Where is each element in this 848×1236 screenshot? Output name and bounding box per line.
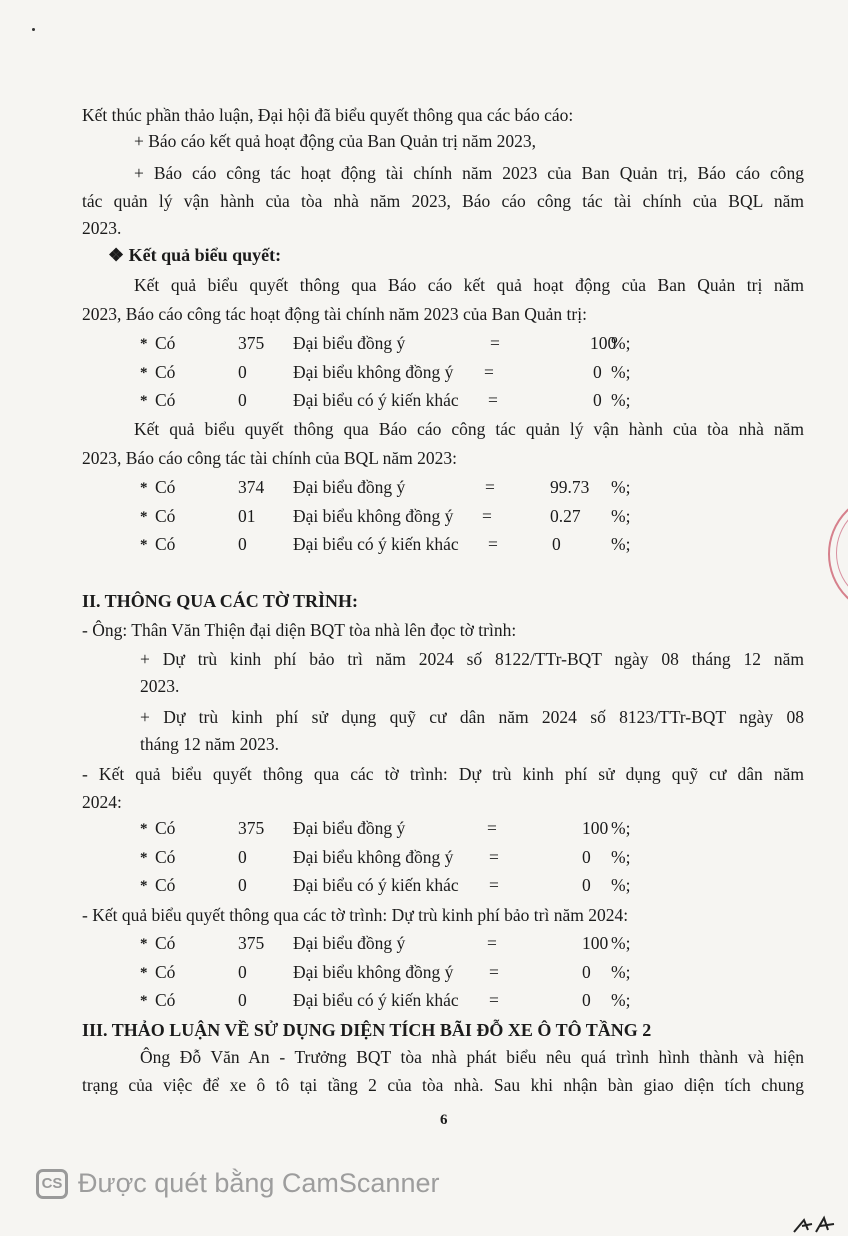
vote-unit: %; (611, 818, 631, 838)
vote-description: Đại biểu đồng ý (293, 933, 406, 953)
vote-equals: = (485, 477, 495, 497)
vote-percent: 0 (582, 961, 591, 982)
vote-count: 375 (238, 818, 265, 838)
vote-bullet: * (140, 393, 148, 409)
vote-count: 374 (238, 477, 265, 497)
vote-percent: 100 (582, 818, 609, 838)
vote-count: 0 (238, 361, 247, 382)
vote-label: Có (155, 361, 176, 382)
vote-bullet: * (140, 821, 148, 837)
vote-description: Đại biểu có ý kiến khác (293, 875, 459, 895)
vote-unit: %; (611, 505, 631, 526)
vote-label: Có (155, 534, 176, 554)
vote-label: Có (155, 875, 176, 895)
vote-label: Có (155, 390, 176, 410)
vote-b-intro-line-2: 2023, Báo cáo công tác tài chính của BQL năm 2023: (82, 448, 458, 468)
vote-percent: 0 (582, 990, 591, 1010)
vote-percent: 0 (552, 534, 561, 554)
vote-unit: %; (611, 534, 631, 554)
vote-percent: 0 (582, 875, 591, 895)
vote-label: Có (155, 846, 176, 867)
intro-paragraph: Kết thúc phần thảo luận, Đại hội đã biểu quyết thông qua các báo cáo: (82, 105, 574, 125)
vote-unit: %; (611, 961, 631, 982)
report-item-2-line-1: + Báo cáo công tác hoạt động tài chính năm 2023 của Ban Quản trị, Báo cáo công (134, 163, 804, 183)
vote-percent: 100 (590, 333, 617, 353)
vote-result-heading-text: Kết quả biểu quyết: (128, 245, 282, 265)
proposal-2-line-1: + Dự trù kinh phí sử dụng quỹ cư dân năm 2024 số 8123/TTr-BQT ngày 08 (140, 707, 804, 727)
vote-bullet: * (140, 480, 148, 496)
vote-percent: 0 (593, 390, 602, 410)
vote-label: Có (155, 333, 176, 353)
vote-description: Đại biểu đồng ý (293, 477, 406, 497)
vote-row (0, 389, 848, 411)
vote-row (0, 505, 848, 527)
vote-equals: = (489, 961, 499, 982)
vote-equals: = (489, 846, 499, 867)
vote-description: Đại biểu có ý kiến khác (293, 990, 459, 1010)
vote-bullet: * (140, 508, 148, 525)
vote-count: 0 (238, 846, 247, 867)
vote-a-intro-line-1: Kết quả biểu quyết thông qua Báo cáo kết quả hoạt động của Ban Quản trị năm (134, 275, 804, 295)
vote-label: Có (155, 990, 176, 1010)
proposal-2-line-2: tháng 12 năm 2023. (140, 734, 280, 754)
vote-bullet: * (140, 336, 148, 352)
vote-unit: %; (611, 990, 631, 1010)
vote-row (0, 476, 848, 498)
vote-bullet: * (140, 878, 148, 894)
signature-mark (790, 1214, 840, 1236)
vote-row (0, 332, 848, 354)
vote-count: 0 (238, 961, 247, 982)
vote-description: Đại biểu có ý kiến khác (293, 390, 459, 410)
vote-unit: %; (611, 875, 631, 895)
vote-row (0, 989, 848, 1011)
vote-label: Có (155, 505, 176, 526)
vote-equals: = (488, 390, 498, 410)
report-item-2-line-2: tác quản lý vận hành của tòa nhà năm 2023, Báo cáo công tác tài chính của BQL năm (82, 191, 804, 211)
section-3-title: III. THẢO LUẬN VỀ SỬ DỤNG DIỆN TÍCH BÃI ĐỖ XE Ô TÔ TẦNG 2 (82, 1020, 652, 1040)
vote-description: Đại biểu không đồng ý (293, 361, 454, 382)
vote-equals: = (489, 875, 499, 895)
vote-bullet: * (140, 964, 148, 981)
vote-equals: = (487, 818, 497, 838)
vote-unit: %; (611, 846, 631, 867)
diamond-bullet-icon: ❖ (108, 245, 129, 265)
vote-bullet: * (140, 537, 148, 553)
vote-result-heading (108, 244, 281, 266)
camscanner-watermark (36, 1168, 439, 1199)
vote-row (0, 961, 848, 983)
vote-c-intro-line-2: 2024: (82, 792, 122, 812)
vote-row (0, 932, 848, 954)
vote-description: Đại biểu không đồng ý (293, 846, 454, 867)
vote-a-intro-line-2: 2023, Báo cáo công tác hoạt động tài chính năm 2023 của Ban Quản trị: (82, 304, 587, 324)
vote-unit: %; (611, 361, 631, 382)
vote-label: Có (155, 961, 176, 982)
presenter-line: - Ông: Thân Văn Thiện đại diện BQT tòa nhà lên đọc tờ trình: (82, 620, 517, 640)
vote-label: Có (155, 477, 176, 497)
vote-c-intro-line-1: - Kết quả biểu quyết thông qua các tờ trình: Dự trù kinh phí sử dụng quỹ cư dân năm (82, 764, 804, 784)
section-2-title: II. THÔNG QUA CÁC TỜ TRÌNH: (82, 591, 359, 611)
vote-count: 0 (238, 990, 247, 1010)
vote-percent: 0.27 (550, 505, 581, 526)
vote-description: Đại biểu có ý kiến khác (293, 534, 459, 554)
vote-equals: = (490, 333, 500, 353)
vote-unit: %; (611, 333, 631, 353)
proposal-1-line-2: 2023. (140, 676, 180, 696)
vote-equals: = (488, 534, 498, 554)
vote-d-intro: - Kết quả biểu quyết thông qua các tờ trình: Dự trù kinh phí bảo trì năm 2024: (82, 905, 629, 925)
vote-description: Đại biểu không đồng ý (293, 505, 454, 526)
report-item-2-line-3: 2023. (82, 218, 122, 238)
page-number: 6 (440, 1112, 448, 1128)
vote-row (0, 846, 848, 868)
vote-row (0, 817, 848, 839)
vote-count: 0 (238, 534, 247, 554)
vote-percent: 0 (593, 361, 602, 382)
watermark-text: Được quét bằng CamScanner (78, 1168, 440, 1198)
scan-speck (32, 28, 35, 31)
section-3-line-1: Ông Đỗ Văn An - Trưởng BQT tòa nhà phát biểu nêu quá trình hình thành và hiện (140, 1047, 804, 1067)
vote-bullet: * (140, 849, 148, 866)
vote-description: Đại biểu đồng ý (293, 333, 406, 353)
camscanner-logo-icon: CS (36, 1169, 68, 1199)
vote-bullet: * (140, 364, 148, 381)
vote-row (0, 533, 848, 555)
report-item-1: + Báo cáo kết quả hoạt động của Ban Quản trị năm 2023, (134, 131, 537, 151)
vote-percent: 0 (582, 846, 591, 867)
vote-count: 0 (238, 390, 247, 410)
vote-percent: 99.73 (550, 477, 590, 497)
vote-unit: %; (611, 933, 631, 953)
section-3-line-2: trạng của việc để xe ô tô tại tầng 2 của tòa nhà. Sau khi nhận bàn giao diện tích chung (82, 1075, 804, 1095)
vote-bullet: * (140, 936, 148, 952)
vote-equals: = (482, 505, 492, 526)
vote-count: 0 (238, 875, 247, 895)
vote-b-intro-line-1: Kết quả biểu quyết thông qua Báo cáo công tác quản lý vận hành của tòa nhà năm (134, 419, 804, 439)
vote-percent: 100 (582, 933, 609, 953)
vote-count: 375 (238, 333, 265, 353)
vote-count: 01 (238, 505, 256, 526)
vote-equals: = (484, 361, 494, 382)
vote-equals: = (489, 990, 499, 1010)
vote-count: 375 (238, 933, 265, 953)
vote-equals: = (487, 933, 497, 953)
vote-label: Có (155, 818, 176, 838)
vote-row (0, 361, 848, 383)
proposal-1-line-1: + Dự trù kinh phí bảo trì năm 2024 số 8122/TTr-BQT ngày 08 tháng 12 năm (140, 649, 804, 669)
vote-label: Có (155, 933, 176, 953)
vote-description: Đại biểu đồng ý (293, 818, 406, 838)
vote-unit: %; (611, 477, 631, 497)
vote-unit: %; (611, 390, 631, 410)
vote-bullet: * (140, 993, 148, 1009)
vote-row (0, 874, 848, 896)
vote-description: Đại biểu không đồng ý (293, 961, 454, 982)
